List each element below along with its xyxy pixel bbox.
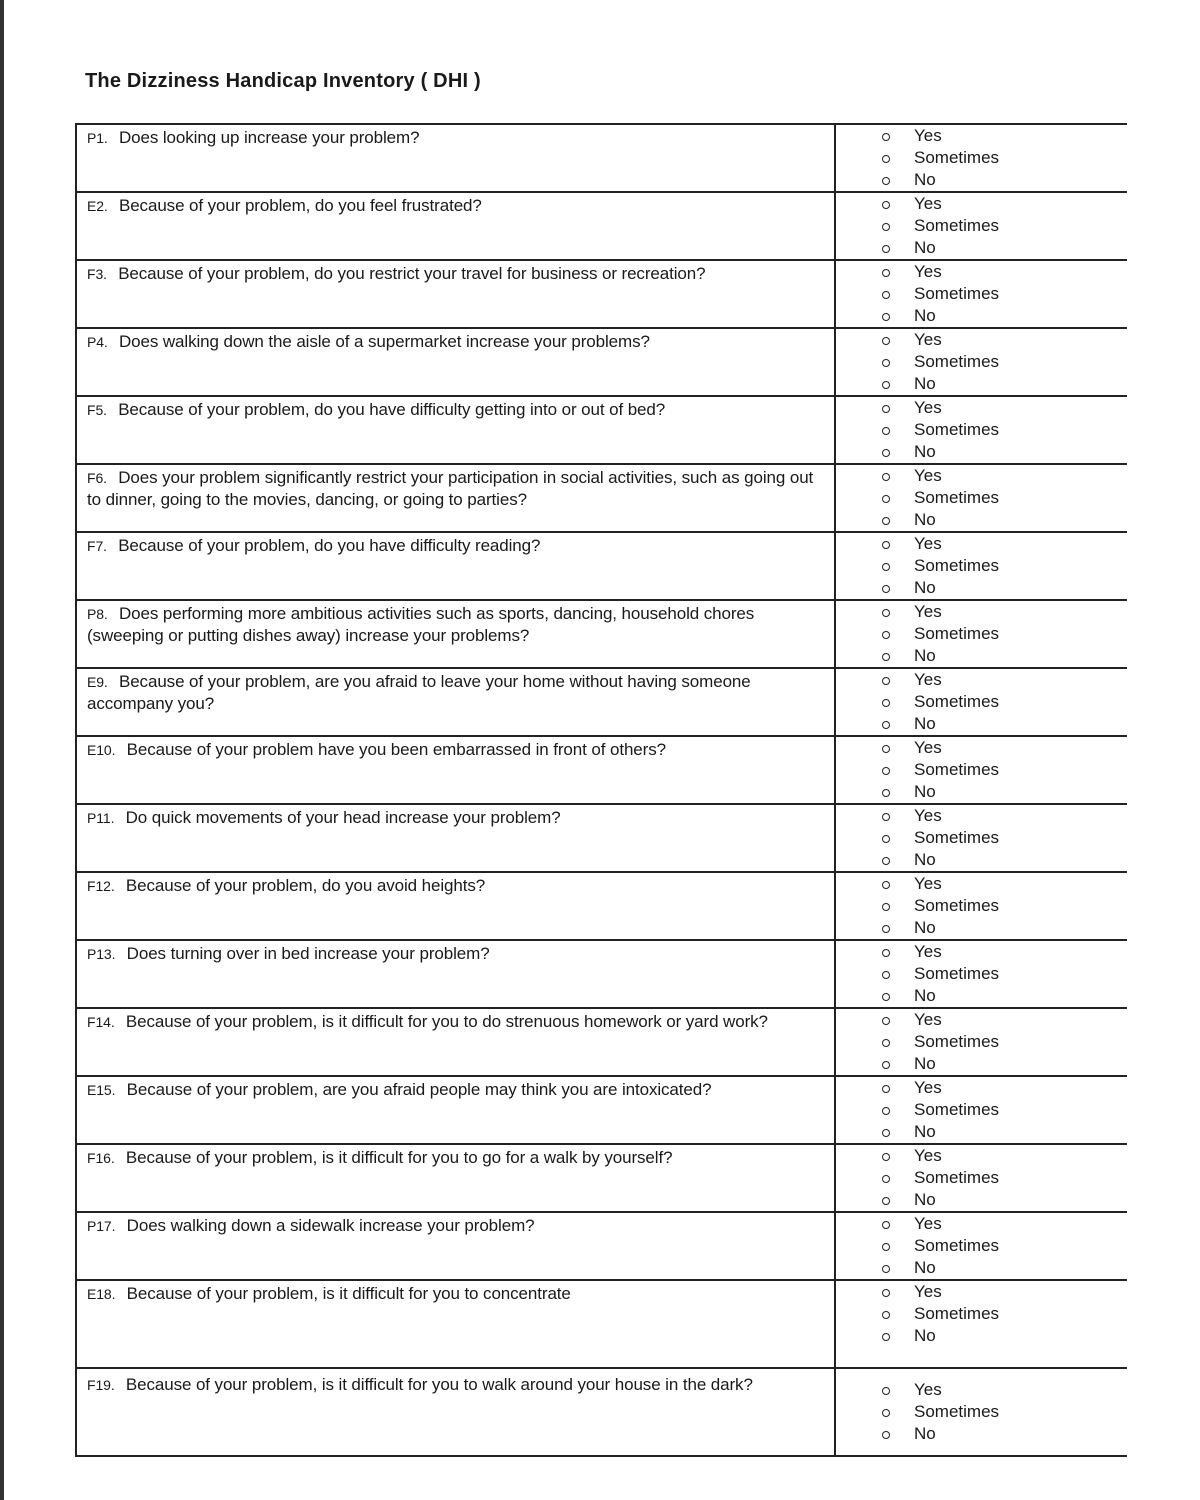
question-code: P8. <box>87 606 108 622</box>
question-cell <box>76 804 835 872</box>
radio-circle-icon[interactable] <box>881 1332 891 1342</box>
answer-cell <box>835 1144 1127 1212</box>
answer-cell <box>835 668 1127 736</box>
answer-cell <box>835 736 1127 804</box>
answer-option-label: No <box>914 782 936 801</box>
answer-option-yes[interactable] <box>836 125 1127 147</box>
answer-option-label: Yes <box>914 806 942 825</box>
answer-option-sometimes[interactable] <box>836 963 1127 985</box>
question-text: Because of your problem, do you feel frustrated? <box>118 196 482 215</box>
answer-option-no[interactable] <box>836 849 1127 871</box>
answer-option-no[interactable] <box>836 917 1127 939</box>
radio-circle-icon[interactable] <box>881 924 891 934</box>
answer-cell <box>835 1076 1127 1144</box>
answer-option-label: Sometimes <box>914 1100 1000 1119</box>
question-text: Because of your problem, do you have difficulty getting into or out of bed? <box>118 400 666 419</box>
answer-option-yes[interactable] <box>836 329 1127 351</box>
question-text: Because of your problem, is it difficult for you to go for a walk by yourself? <box>125 1148 673 1167</box>
answer-cell <box>835 600 1127 668</box>
answer-option-label: Sometimes <box>914 420 1000 439</box>
radio-circle-icon[interactable] <box>881 1242 891 1252</box>
radio-circle-icon[interactable] <box>881 448 891 458</box>
answer-cell <box>835 1368 1127 1456</box>
answer-option-label: Yes <box>914 534 942 553</box>
radio-circle-icon[interactable] <box>881 766 891 776</box>
answer-option-label: Sometimes <box>914 284 1000 303</box>
question-row <box>76 396 1127 464</box>
answer-option-label: No <box>914 850 936 869</box>
radio-circle-icon[interactable] <box>881 176 891 186</box>
answer-option-yes[interactable] <box>836 1077 1127 1099</box>
question-row <box>76 1280 1127 1368</box>
document-title: The Dizziness Handicap Inventory ( DHI ) <box>85 70 481 92</box>
answer-option-sometimes[interactable] <box>836 555 1127 577</box>
answer-option-label: No <box>914 1326 936 1345</box>
question-code: P17. <box>87 1218 116 1234</box>
radio-circle-icon[interactable] <box>881 1128 891 1138</box>
radio-circle-icon[interactable] <box>881 948 891 958</box>
radio-circle-icon[interactable] <box>881 426 891 436</box>
radio-circle-icon[interactable] <box>881 222 891 232</box>
answer-option-label: Sometimes <box>914 148 1000 167</box>
answer-option-label: Yes <box>914 1214 942 1233</box>
answer-option-label: No <box>914 238 936 257</box>
answer-option-label: Yes <box>914 1078 942 1097</box>
radio-circle-icon[interactable] <box>881 1038 891 1048</box>
answer-option-label: No <box>914 714 936 733</box>
answer-option-label: Yes <box>914 194 942 213</box>
question-text: Because of your problem, do you avoid heights? <box>125 876 486 895</box>
question-text: Because of your problem, is it difficult for you to concentrate <box>126 1284 571 1303</box>
question-text: Do quick movements of your head increase your problem? <box>125 808 561 827</box>
answer-option-label: No <box>914 1190 936 1209</box>
question-text: Does turning over in bed increase your problem? <box>126 944 490 963</box>
question-row <box>76 668 1127 736</box>
radio-circle-icon[interactable] <box>881 992 891 1002</box>
question-cell <box>76 328 835 396</box>
question-code: F19. <box>87 1377 115 1393</box>
answer-option-label: Sometimes <box>914 760 1000 779</box>
answer-option-no[interactable] <box>836 237 1127 259</box>
question-code: E10. <box>87 742 116 758</box>
answer-option-no[interactable] <box>836 373 1127 395</box>
answer-cell <box>835 872 1127 940</box>
radio-circle-icon[interactable] <box>881 1386 891 1396</box>
radio-circle-icon[interactable] <box>881 200 891 210</box>
answer-cell <box>835 940 1127 1008</box>
question-code: P11. <box>87 810 115 826</box>
answer-option-label: Sometimes <box>914 1236 1000 1255</box>
answer-option-label: Sometimes <box>914 1402 1000 1421</box>
answer-cell <box>835 1212 1127 1280</box>
answer-option-yes[interactable] <box>836 193 1127 215</box>
radio-circle-icon[interactable] <box>881 970 891 980</box>
radio-circle-icon[interactable] <box>881 290 891 300</box>
question-row <box>76 1212 1127 1280</box>
radio-circle-icon[interactable] <box>881 652 891 662</box>
question-cell <box>76 532 835 600</box>
question-code: P4. <box>87 334 108 350</box>
answer-option-no[interactable] <box>836 305 1127 327</box>
answer-cell <box>835 328 1127 396</box>
answer-option-sometimes[interactable] <box>836 1235 1127 1257</box>
answer-cell <box>835 192 1127 260</box>
answer-option-label: No <box>914 170 936 189</box>
radio-circle-icon[interactable] <box>881 472 891 482</box>
answer-option-label: Yes <box>914 1282 942 1301</box>
page-left-edge <box>0 0 4 1500</box>
answer-option-sometimes[interactable] <box>836 419 1127 441</box>
answer-option-sometimes[interactable] <box>836 759 1127 781</box>
radio-circle-icon[interactable] <box>881 1084 891 1094</box>
radio-circle-icon[interactable] <box>881 1016 891 1026</box>
answer-option-label: Sometimes <box>914 488 1000 507</box>
answer-option-no[interactable] <box>836 1189 1127 1211</box>
question-cell <box>76 1368 835 1456</box>
question-row <box>76 532 1127 600</box>
answer-option-no[interactable] <box>836 985 1127 1007</box>
radio-circle-icon[interactable] <box>881 1310 891 1320</box>
question-row <box>76 260 1127 328</box>
answer-option-label: Yes <box>914 670 942 689</box>
question-row <box>76 124 1127 192</box>
questionnaire-table <box>75 123 1127 1457</box>
answer-option-label: No <box>914 1054 936 1073</box>
answer-option-no[interactable] <box>836 713 1127 735</box>
radio-circle-icon[interactable] <box>881 404 891 414</box>
question-row <box>76 1368 1127 1456</box>
radio-circle-icon[interactable] <box>881 1152 891 1162</box>
question-cell <box>76 872 835 940</box>
answer-option-yes[interactable] <box>836 1009 1127 1031</box>
answer-option-no[interactable] <box>836 781 1127 803</box>
answer-option-label: No <box>914 578 936 597</box>
answer-option-no[interactable] <box>836 1053 1127 1075</box>
radio-circle-icon[interactable] <box>881 1220 891 1230</box>
question-text: Does walking down the aisle of a supermarket increase your problems? <box>118 332 650 351</box>
answer-option-sometimes[interactable] <box>836 1303 1127 1325</box>
answer-option-label: Sometimes <box>914 1032 1000 1051</box>
radio-circle-icon[interactable] <box>881 1106 891 1116</box>
radio-circle-icon[interactable] <box>881 540 891 550</box>
radio-circle-icon[interactable] <box>881 494 891 504</box>
question-cell <box>76 600 835 668</box>
answer-option-label: Sometimes <box>914 1304 1000 1323</box>
answer-option-yes[interactable] <box>836 1281 1127 1303</box>
answer-cell <box>835 260 1127 328</box>
question-text: Because of your problem, are you afraid people may think you are intoxicated? <box>126 1080 712 1099</box>
answer-option-yes[interactable] <box>836 261 1127 283</box>
question-text: Does performing more ambitious activities such as sports, dancing, household chores (sweeping or putting dishes away) increase your problems? <box>87 604 755 645</box>
answer-option-no[interactable] <box>836 645 1127 667</box>
radio-circle-icon[interactable] <box>881 630 891 640</box>
answer-option-label: Yes <box>914 738 942 757</box>
radio-circle-icon[interactable] <box>881 336 891 346</box>
question-row <box>76 192 1127 260</box>
radio-circle-icon[interactable] <box>881 720 891 730</box>
answer-cell <box>835 396 1127 464</box>
answer-option-label: No <box>914 374 936 393</box>
question-text: Because of your problem, do you restrict your travel for business or recreation? <box>118 264 706 283</box>
question-text: Does walking down a sidewalk increase your problem? <box>126 1216 535 1235</box>
answer-option-no[interactable] <box>836 1423 1127 1445</box>
question-row <box>76 328 1127 396</box>
radio-circle-icon[interactable] <box>881 268 891 278</box>
radio-circle-icon[interactable] <box>881 1060 891 1070</box>
question-code: F7. <box>87 538 107 554</box>
answer-option-sometimes[interactable] <box>836 1167 1127 1189</box>
answer-option-yes[interactable] <box>836 1145 1127 1167</box>
answer-option-yes[interactable] <box>836 1379 1127 1401</box>
answer-option-label: Sometimes <box>914 964 1000 983</box>
answer-cell <box>835 1280 1127 1368</box>
answer-cell <box>835 532 1127 600</box>
radio-circle-icon[interactable] <box>881 1408 891 1418</box>
answer-option-label: Sometimes <box>914 624 1000 643</box>
question-code: F14. <box>87 1014 115 1030</box>
question-row <box>76 804 1127 872</box>
question-code: E18. <box>87 1286 116 1302</box>
answer-option-yes[interactable] <box>836 533 1127 555</box>
question-text: Because of your problem, is it difficult for you to walk around your house in the dark? <box>125 1375 753 1394</box>
answer-option-yes[interactable] <box>836 465 1127 487</box>
radio-circle-icon[interactable] <box>881 358 891 368</box>
question-cell <box>76 668 835 736</box>
radio-circle-icon[interactable] <box>881 584 891 594</box>
question-cell <box>76 396 835 464</box>
answer-option-yes[interactable] <box>836 397 1127 419</box>
answer-option-sometimes[interactable] <box>836 895 1127 917</box>
answer-option-sometimes[interactable] <box>836 691 1127 713</box>
radio-circle-icon[interactable] <box>881 154 891 164</box>
answer-option-no[interactable] <box>836 1325 1127 1347</box>
answer-option-label: No <box>914 1258 936 1277</box>
radio-circle-icon[interactable] <box>881 834 891 844</box>
answer-option-yes[interactable] <box>836 805 1127 827</box>
answer-option-label: No <box>914 510 936 529</box>
question-code: E9. <box>87 674 108 690</box>
answer-option-sometimes[interactable] <box>836 1401 1127 1423</box>
question-cell <box>76 1280 835 1368</box>
question-code: F12. <box>87 878 115 894</box>
radio-circle-icon[interactable] <box>881 902 891 912</box>
question-text: Because of your problem have you been embarrassed in front of others? <box>126 740 666 759</box>
question-text: Because of your problem, do you have difficulty reading? <box>118 536 541 555</box>
answer-option-label: Sometimes <box>914 556 1000 575</box>
answer-option-yes[interactable] <box>836 873 1127 895</box>
answer-option-sometimes[interactable] <box>836 1031 1127 1053</box>
answer-option-label: Sometimes <box>914 1168 1000 1187</box>
radio-circle-icon[interactable] <box>881 244 891 254</box>
answer-option-label: Yes <box>914 398 942 417</box>
radio-circle-icon[interactable] <box>881 562 891 572</box>
answer-option-no[interactable] <box>836 169 1127 191</box>
question-code: F3. <box>87 266 107 282</box>
answer-option-yes[interactable] <box>836 601 1127 623</box>
question-code: P13. <box>87 946 116 962</box>
question-code: E2. <box>87 198 108 214</box>
answer-option-label: Sometimes <box>914 352 1000 371</box>
answer-option-no[interactable] <box>836 441 1127 463</box>
question-row <box>76 1076 1127 1144</box>
answer-option-label: Sometimes <box>914 692 1000 711</box>
answer-option-no[interactable] <box>836 1257 1127 1279</box>
question-code: P1. <box>87 130 108 146</box>
answer-option-yes[interactable] <box>836 1213 1127 1235</box>
answer-option-label: No <box>914 1424 936 1443</box>
answer-option-label: Yes <box>914 942 942 961</box>
answer-cell <box>835 804 1127 872</box>
answer-option-sometimes[interactable] <box>836 351 1127 373</box>
answer-option-no[interactable] <box>836 1121 1127 1143</box>
answer-option-sometimes[interactable] <box>836 827 1127 849</box>
answer-option-label: No <box>914 986 936 1005</box>
answer-option-yes[interactable] <box>836 737 1127 759</box>
question-cell <box>76 192 835 260</box>
answer-option-label: Yes <box>914 1146 942 1165</box>
answer-option-label: No <box>914 1122 936 1141</box>
question-cell <box>76 464 835 532</box>
radio-circle-icon[interactable] <box>881 312 891 322</box>
radio-circle-icon[interactable] <box>881 698 891 708</box>
answer-option-sometimes[interactable] <box>836 623 1127 645</box>
question-row <box>76 600 1127 668</box>
radio-circle-icon[interactable] <box>881 1174 891 1184</box>
answer-option-label: No <box>914 306 936 325</box>
answer-option-label: No <box>914 442 936 461</box>
answer-cell <box>835 464 1127 532</box>
answer-option-label: Yes <box>914 602 942 621</box>
answer-option-label: Yes <box>914 1380 942 1399</box>
answer-option-yes[interactable] <box>836 669 1127 691</box>
answer-option-label: Yes <box>914 330 942 349</box>
question-code: F5. <box>87 402 107 418</box>
answer-option-sometimes[interactable] <box>836 147 1127 169</box>
radio-circle-icon[interactable] <box>881 676 891 686</box>
question-cell <box>76 940 835 1008</box>
answer-option-label: No <box>914 646 936 665</box>
radio-circle-icon[interactable] <box>881 788 891 798</box>
question-cell <box>76 124 835 192</box>
radio-circle-icon[interactable] <box>881 1196 891 1206</box>
answer-option-label: Yes <box>914 1010 942 1029</box>
radio-circle-icon[interactable] <box>881 812 891 822</box>
radio-circle-icon[interactable] <box>881 132 891 142</box>
answer-option-label: Yes <box>914 466 942 485</box>
answer-option-no[interactable] <box>836 577 1127 599</box>
radio-circle-icon[interactable] <box>881 744 891 754</box>
radio-circle-icon[interactable] <box>881 1288 891 1298</box>
answer-cell <box>835 1008 1127 1076</box>
question-code: F6. <box>87 470 107 486</box>
question-row <box>76 940 1127 1008</box>
question-row <box>76 1144 1127 1212</box>
radio-circle-icon[interactable] <box>881 608 891 618</box>
answer-option-sometimes[interactable] <box>836 215 1127 237</box>
answer-option-label: Yes <box>914 262 942 281</box>
answer-cell <box>835 124 1127 192</box>
radio-circle-icon[interactable] <box>881 380 891 390</box>
radio-circle-icon[interactable] <box>881 1430 891 1440</box>
answer-option-label: No <box>914 918 936 937</box>
answer-option-sometimes[interactable] <box>836 487 1127 509</box>
question-cell <box>76 1144 835 1212</box>
radio-circle-icon[interactable] <box>881 880 891 890</box>
answer-option-label: Sometimes <box>914 896 1000 915</box>
question-text: Does looking up increase your problem? <box>118 128 420 147</box>
question-cell <box>76 1008 835 1076</box>
radio-circle-icon[interactable] <box>881 516 891 526</box>
question-cell <box>76 260 835 328</box>
question-row <box>76 1008 1127 1076</box>
question-row <box>76 464 1127 532</box>
question-code: E15. <box>87 1082 116 1098</box>
question-cell <box>76 736 835 804</box>
question-row <box>76 736 1127 804</box>
radio-circle-icon[interactable] <box>881 1264 891 1274</box>
answer-option-label: Sometimes <box>914 216 1000 235</box>
answer-option-yes[interactable] <box>836 941 1127 963</box>
question-text: Does your problem significantly restrict your participation in social activities, such as going out to dinner, going to the movies, dancing, or going to parties? <box>87 468 814 509</box>
answer-option-sometimes[interactable] <box>836 1099 1127 1121</box>
question-cell <box>76 1212 835 1280</box>
answer-option-label: Sometimes <box>914 828 1000 847</box>
question-cell <box>76 1076 835 1144</box>
answer-option-label: Yes <box>914 874 942 893</box>
question-text: Because of your problem, is it difficult for you to do strenuous homework or yard work? <box>125 1012 768 1031</box>
answer-option-sometimes[interactable] <box>836 283 1127 305</box>
question-row <box>76 872 1127 940</box>
question-text: Because of your problem, are you afraid to leave your home without having someone accompany you? <box>87 672 751 713</box>
answer-option-no[interactable] <box>836 509 1127 531</box>
radio-circle-icon[interactable] <box>881 856 891 866</box>
question-code: F16. <box>87 1150 115 1166</box>
answer-option-label: Yes <box>914 126 942 145</box>
